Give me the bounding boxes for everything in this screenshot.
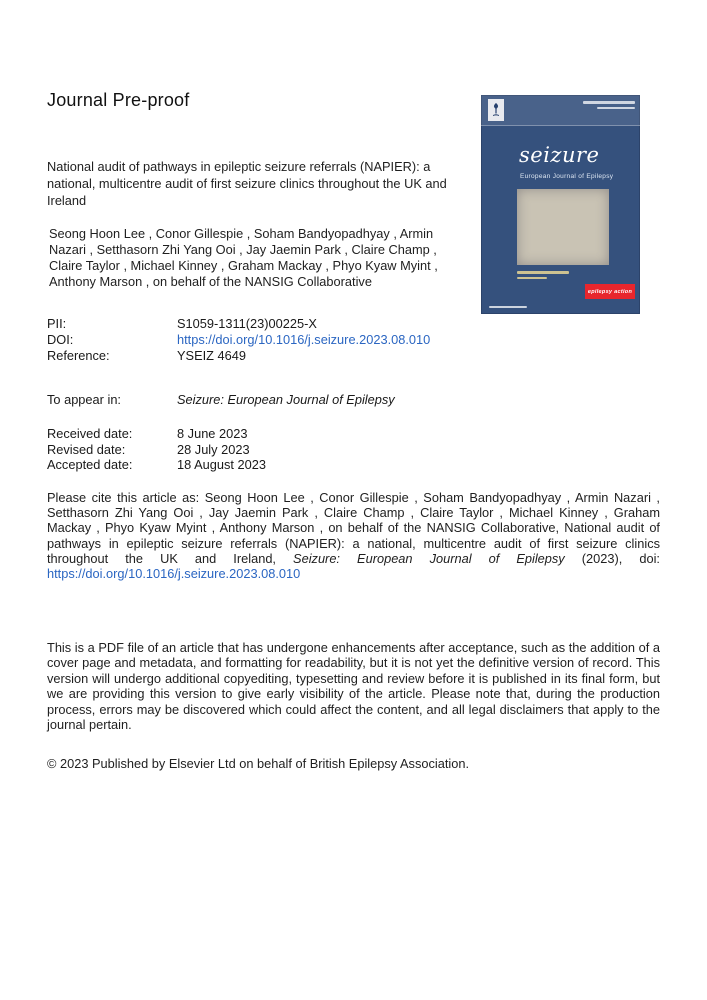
citation-paragraph (47, 490, 660, 581)
cover-journal-name: seizure (519, 143, 600, 167)
cover-top-band (481, 95, 640, 126)
received-date-row (47, 426, 266, 442)
doi-label: DOI: (47, 332, 74, 347)
citation-doi-link[interactable]: https://doi.org/10.1016/j.seizure.2023.08.010 (47, 566, 301, 582)
cover-journal-subtitle: European Journal of Epilepsy (520, 173, 614, 180)
reference-row (47, 348, 430, 364)
cover-caption-line (517, 277, 547, 280)
cover-artwork-caption (517, 271, 569, 279)
page-title: Journal Pre-proof (47, 90, 190, 110)
disclaimer-paragraph: This is a PDF file of an article that has undergone enhancements after acceptance, such as the addition of a cover page and metadata, and formatting for readability, but it is not yet the definitive version of record. This version will undergo additional copyediting, typesetting and review before it is published in its final form, but we are providing this version to give early visibility of the article. Please note that, during the production process, errors may be discovered which could affect the content, and all legal disclaimers that apply to the journal pertain. (47, 640, 660, 733)
cover-issue-info (583, 101, 635, 109)
accepted-date-row (47, 457, 266, 473)
cover-footer-line (489, 306, 527, 309)
author-list: Seong Hoon Lee , Conor Gillespie , Soham Bandyopadhyay , Armin Nazari , Setthasorn Zhi Yang Ooi , Jay Jaemin Park , Claire Champ , Claire Taylor , Michael Kinney , Graham Mackay , Phyo Kyaw Myint , Anthony Marson , on behalf of the NANSIG Collaborative (49, 226, 438, 289)
received-date-value: 8 June 2023 (177, 426, 248, 441)
accepted-date-label: Accepted date: (47, 457, 133, 472)
pii-label: PII: (47, 316, 67, 331)
to-appear-value: Seizure: European Journal of Epilepsy (177, 392, 395, 407)
doi-row (47, 332, 430, 348)
journal-cover-image (481, 95, 640, 314)
revised-date-value: 28 July 2023 (177, 441, 250, 457)
revised-date-label: Revised date: (47, 441, 126, 457)
pii-row (47, 316, 430, 332)
article-title: National audit of pathways in epileptic seizure referrals (NAPIER): a national, multicentre audit of first seizure clinics throughout the UK and Ireland (47, 159, 447, 208)
accepted-date-value: 18 August 2023 (177, 457, 266, 472)
reference-label: Reference: (47, 348, 110, 363)
epilepsy-action-badge: epilepsy action (585, 284, 635, 299)
doi-link[interactable]: https://doi.org/10.1016/j.seizure.2023.08.010 (177, 332, 431, 347)
citation-journal-name: Seizure: European Journal of Epilepsy (293, 550, 565, 566)
pii-value: S1059-1311(23)00225-X (177, 316, 317, 331)
cover-caption-line (517, 271, 569, 274)
elsevier-logo-icon (488, 99, 504, 121)
citation-text-after: (2023), doi: (564, 550, 660, 566)
to-appear-row (47, 392, 395, 408)
citation-text-before: Please cite this article as: Seong Hoon Lee , Conor Gillespie , Soham Bandyopadhyay , Armin Nazari , Setthasorn Zhi Yang Ooi , Jay Jaemin Park , Claire Champ , Claire Taylor , Michael Kinney , Graham Mackay , Phyo Kyaw Myint , Anthony Marson , on behalf of the NANSIG Collaborative, National audit of pathways in epileptic seizure referrals (NAPIER): a national, multicentre audit of first seizure clinics throughout the UK and Ireland, (47, 490, 660, 566)
cover-issue-info-line (597, 107, 635, 110)
reference-value: YSEIZ 4649 (177, 348, 247, 363)
identifier-block (47, 316, 430, 364)
received-date-label: Received date: (47, 426, 133, 441)
cover-artwork (517, 189, 609, 265)
to-appear-block (47, 392, 395, 408)
revised-date-row (47, 442, 266, 458)
dates-block (47, 426, 266, 473)
cover-issue-info-line (583, 101, 635, 104)
copyright-line: © 2023 Published by Elsevier Ltd on behalf of British Epilepsy Association. (47, 756, 470, 771)
to-appear-label: To appear in: (47, 392, 121, 407)
